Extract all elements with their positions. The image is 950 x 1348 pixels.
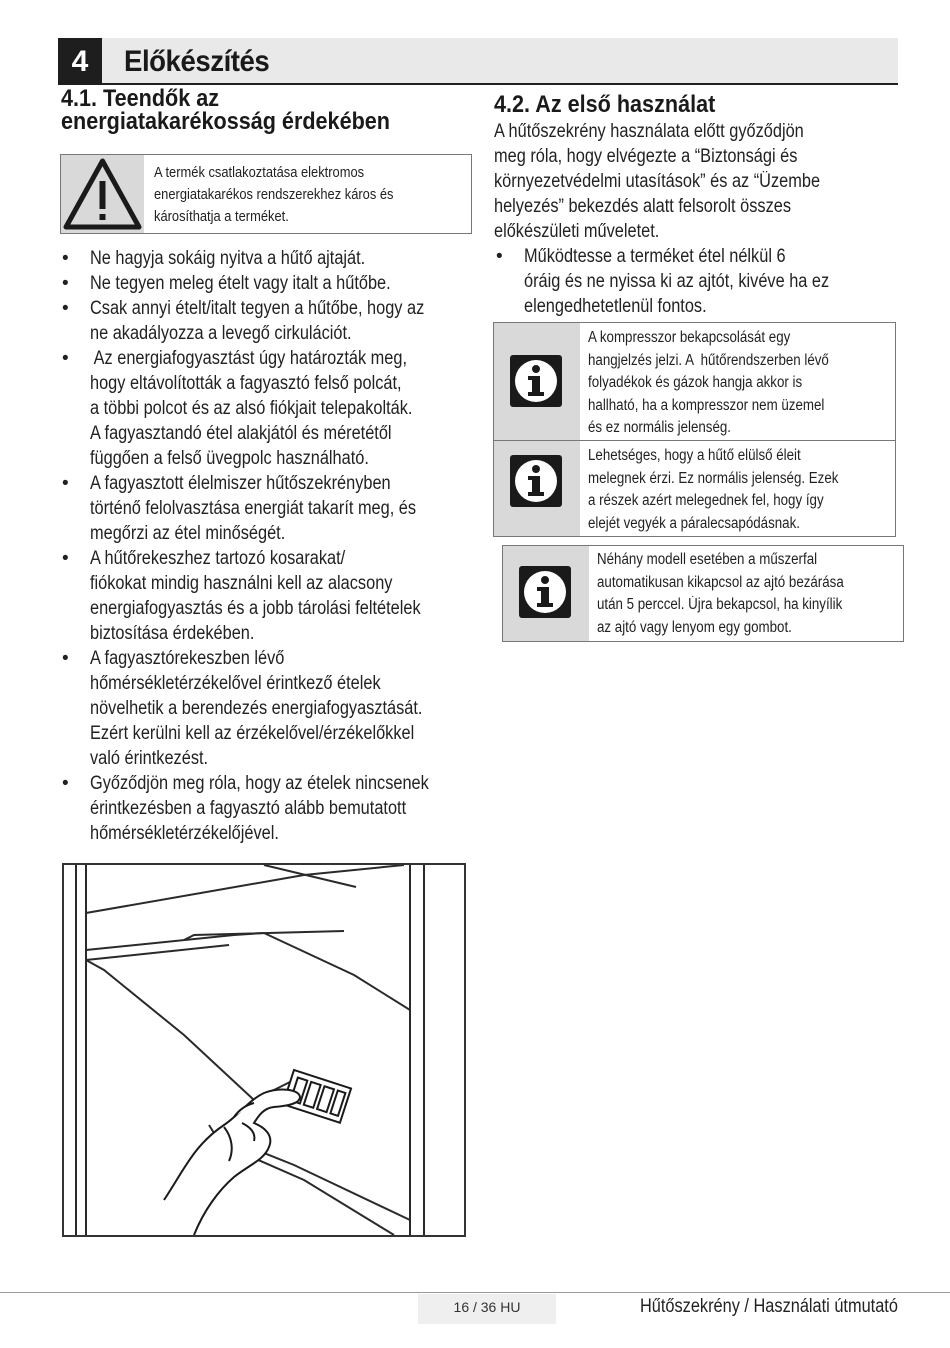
bullet-line: biztosítása érdekében. — [90, 623, 255, 644]
bullet-line: való érintkezést. — [90, 748, 209, 769]
section-41-bullet-list — [60, 246, 470, 846]
bullet-line: történő felolvasztása energiát takarít meg, és — [90, 498, 417, 519]
bullet-item — [60, 646, 470, 771]
info-line: folyadékok és gázok hangja akkor is — [588, 374, 803, 391]
info-text — [588, 327, 889, 440]
freezer-sensor-drawing — [64, 865, 464, 1235]
bullet-line: megőrzi az étel minőségét. — [90, 523, 286, 544]
info-line: a részek azért melegednek fel, hogy így — [588, 492, 824, 509]
info-text — [597, 549, 897, 639]
freezer-sensor-illustration — [62, 863, 466, 1237]
info-icon-cell — [494, 323, 580, 440]
bullet-item — [60, 346, 470, 471]
chapter-number: 4 — [58, 38, 102, 85]
bullet-item — [60, 546, 470, 646]
info-line: után 5 perccel. Újra bekapcsol, ha kinyílik — [597, 596, 843, 613]
bullet-item — [60, 271, 470, 296]
warning-box — [60, 154, 472, 234]
warning-text — [154, 162, 466, 228]
intro-line: A hűtőszekrény használata előtt győződjön — [494, 121, 804, 142]
bullet-line: növelhetik a berendezés energiafogyasztását. — [90, 698, 423, 719]
section-42-intro — [494, 119, 894, 244]
section-41-title-line2: energiatakarékosság érdekében — [61, 108, 390, 135]
bullet-line: függően a felső üvegpolc használható. — [90, 448, 369, 469]
footer-divider — [0, 1292, 950, 1293]
info-line: automatikusan kikapcsol az ajtó bezárása — [597, 573, 844, 591]
info-line: elejét vegyék a páralecsapódásnak. — [588, 514, 800, 532]
bullet-line: fiókokat mindig használni kell az alacsony — [90, 573, 393, 594]
bullet-line: óráig és ne nyissa ki az ajtót, kivéve ha ez — [524, 271, 830, 292]
hand-drawing — [164, 1090, 300, 1235]
intro-line: meg róla, hogy elvégezte a “Biztonsági és — [494, 146, 798, 167]
warning-triangle-icon — [61, 155, 144, 233]
info-icon-cell — [494, 441, 580, 536]
info-line: az ajtó vagy lenyom egy gombot. — [597, 618, 792, 636]
warning-line: A termék csatlakoztatása elektromos — [154, 164, 365, 181]
info-text — [588, 445, 889, 535]
section-42-title: 4.2. Az első használat — [494, 91, 716, 118]
bullet-line: • A fagyasztórekeszben lévő — [90, 648, 285, 669]
info-icon-cell — [503, 546, 589, 641]
bullet-line: • A fagyasztott élelmiszer hűtőszekrényben — [90, 473, 391, 494]
bullet-line: A fagyasztandó étel alakjától és méretétől — [90, 423, 392, 444]
bullet-line: • A hűtőrekeszhez tartozó kosarakat/ — [90, 548, 346, 569]
bullet-line: érintkezésben a fagyasztó alább bemutatott — [90, 798, 407, 819]
info-line: hallható, ha a kompresszor nem üzemel — [588, 396, 825, 414]
bullet-line: • Az energiafogyasztást úgy határozták meg, — [90, 348, 408, 369]
footer-document-title: Hűtőszekrény / Használati útmutató — [640, 1296, 898, 1317]
warning-line: károsíthatja a terméket. — [154, 208, 289, 225]
bullet-item — [60, 471, 470, 546]
bullet-line: hőmérsékletérzékelőjével. — [90, 823, 279, 844]
section-42-bullet-list — [494, 244, 894, 319]
bullet-line: • Csak annyi ételt/italt tegyen a hűtőbe, hogy az — [90, 298, 425, 319]
warning-line: energiatakarékos rendszerekhez káros és — [154, 186, 394, 203]
bullet-line: • Győződjön meg róla, hogy az ételek nincsenek — [90, 773, 429, 794]
info-box-display-off — [502, 545, 904, 642]
info-line: Lehetséges, hogy a hűtő elülső éleit — [588, 447, 801, 464]
info-icon — [508, 353, 564, 409]
bullet-line: hőmérsékletérzékelővel érintkező ételek — [90, 673, 381, 694]
info-icon — [508, 453, 564, 509]
info-box-warm-edges — [493, 440, 896, 537]
info-line: melegnek érzi. Ez normális jelenség. Ezek — [588, 469, 839, 487]
section-41-title-line1: 4.1. Teendők az — [61, 85, 220, 112]
bullet-line: • Működtesse a terméket étel nélkül 6 — [524, 246, 786, 267]
intro-line: környezetvédelmi utasítások” és az “Üzembe — [494, 171, 821, 192]
info-line: hangjelzés jelzi. A hűtőrendszerben lévő — [588, 351, 829, 369]
chapter-title: Előkészítés — [124, 45, 270, 78]
bullet-line: a többi polcot és az alsó fiókjait telepakolták. — [90, 398, 413, 419]
info-line: A kompresszor bekapcsolását egy — [588, 329, 791, 346]
bullet-item — [60, 246, 470, 271]
bullet-item — [494, 244, 894, 319]
info-box-compressor — [493, 322, 896, 441]
intro-line: előkészületi műveletet. — [494, 221, 660, 242]
bullet-item — [60, 296, 470, 346]
bullet-line: ne akadályozza a levegő cirkulációt. — [90, 323, 352, 344]
info-icon — [517, 564, 573, 620]
warning-icon-cell — [61, 155, 144, 233]
bullet-line: Ezért kerülni kell az érzékelővel/érzékelőkkel — [90, 723, 415, 744]
bullet-line: • Ne tegyen meleg ételt vagy italt a hűtőbe. — [90, 273, 391, 294]
intro-line: helyezés” bekezdés alatt felsorolt összes — [494, 196, 791, 217]
bullet-item — [60, 771, 470, 846]
bullet-line: elengedhetetlenül fontos. — [524, 296, 707, 317]
bullet-line: • Ne hagyja sokáig nyitva a hűtő ajtaját. — [90, 248, 366, 269]
info-line: Néhány modell esetében a műszerfal — [597, 551, 818, 568]
bullet-line: hogy eltávolították a fagyasztó felső polcát, — [90, 373, 402, 394]
bullet-line: energiafogyasztás és a jobb tárolási feltételek — [90, 598, 421, 619]
footer-page-number: 16 / 36 HU — [453, 1299, 521, 1315]
info-line: és ez normális jelenség. — [588, 419, 732, 436]
